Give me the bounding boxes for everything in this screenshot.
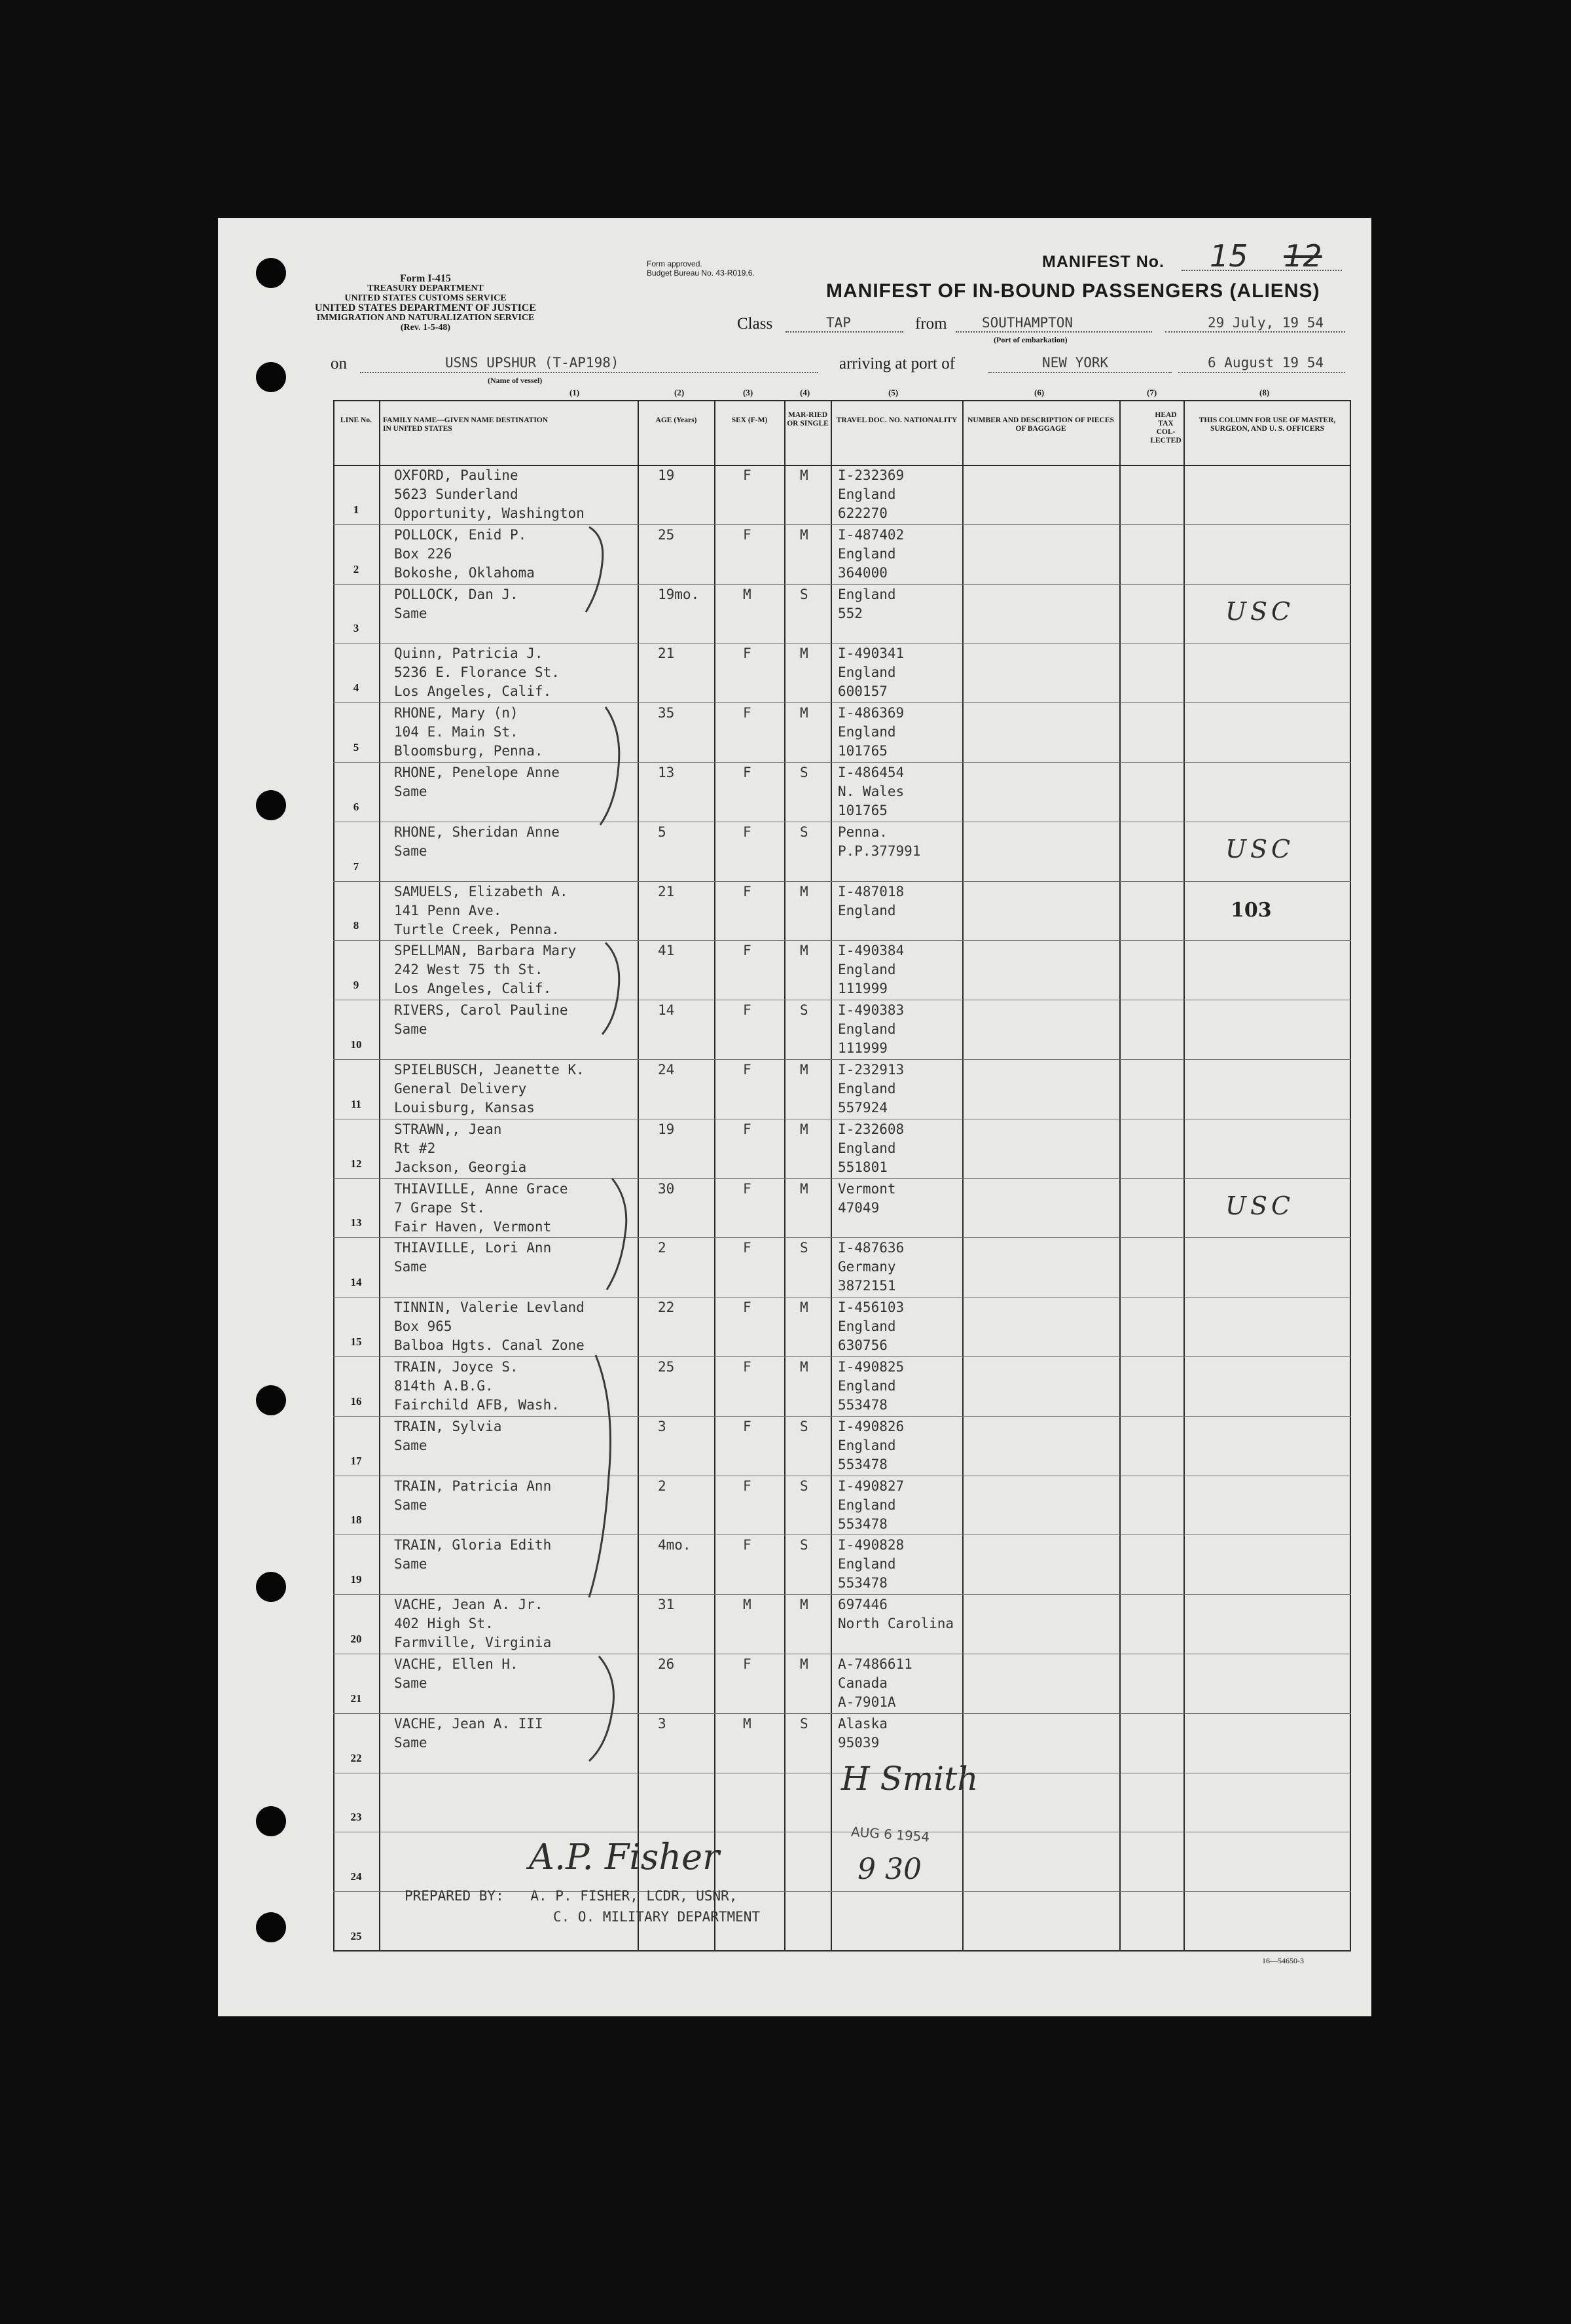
- passenger-name: SPIELBUSCH, Jeanette K.: [394, 1062, 585, 1078]
- travel-document: 551801: [838, 1159, 888, 1175]
- travel-document: I-232608: [838, 1121, 905, 1137]
- passenger-sex: F: [743, 1656, 751, 1672]
- passenger-sex: F: [743, 1240, 751, 1256]
- print-code: 16—54650-3: [1262, 1956, 1304, 1965]
- travel-document: P.P.377991: [838, 843, 921, 859]
- passenger-name: RHONE, Penelope Anne: [394, 765, 560, 780]
- row-divider: [333, 1237, 1351, 1238]
- passenger-sex: F: [743, 824, 751, 840]
- column-number: (6): [1034, 388, 1045, 397]
- line-number: 25: [350, 1930, 362, 1942]
- travel-document: 101765: [838, 743, 888, 759]
- column-header-head-tax: HEAD TAX COL-LECTED: [1150, 411, 1182, 445]
- line-number: 21: [350, 1692, 362, 1705]
- travel-document: Penna.: [838, 824, 888, 840]
- passenger-mar: M: [800, 1359, 808, 1375]
- prepared-line-1: A. P. FISHER, LCDR, USNR,: [530, 1888, 738, 1904]
- passenger-sex: F: [743, 1537, 751, 1553]
- row-divider: [333, 1416, 1351, 1417]
- column-header-married: MAR-RIED OR SINGLE: [787, 411, 829, 427]
- line-number: 17: [350, 1454, 362, 1467]
- passenger-destination: Fairchild AFB, Wash.: [394, 1397, 560, 1413]
- passenger-name: Quinn, Patricia J.: [394, 645, 543, 662]
- inspector-signature: H Smith: [841, 1760, 979, 1798]
- row-divider: [333, 1594, 1351, 1595]
- form-approved: Form approved.: [647, 259, 702, 268]
- binder-hole: [256, 1806, 286, 1836]
- justice-dept: UNITED STATES DEPARTMENT OF JUSTICE: [314, 302, 537, 314]
- line-number: 2: [353, 562, 359, 575]
- line-number: 18: [350, 1514, 362, 1527]
- passenger-age: 31: [658, 1597, 675, 1613]
- travel-document: England: [838, 1021, 896, 1038]
- line-number: 6: [353, 800, 359, 813]
- passenger-mar: S: [800, 1002, 808, 1019]
- passenger-age: 14: [658, 1002, 675, 1019]
- travel-document: England: [838, 1378, 896, 1394]
- travel-document: England: [838, 664, 896, 681]
- passenger-destination: Los Angeles, Calif.: [394, 683, 552, 700]
- passenger-destination: Same: [394, 1437, 427, 1453]
- passenger-name: TRAIN, Sylvia: [394, 1418, 502, 1434]
- binder-hole: [256, 1572, 286, 1602]
- travel-document: 553478: [838, 1456, 888, 1472]
- passenger-age: 21: [658, 883, 675, 899]
- line-number: 11: [350, 1097, 362, 1110]
- passenger-destination: Farmville, Virginia: [394, 1635, 552, 1651]
- travel-document: I-490827: [838, 1478, 905, 1494]
- travel-document: 553478: [838, 1516, 888, 1532]
- port-of-embarkation: SOUTHAMPTON: [982, 315, 1074, 331]
- column-header-baggage: NUMBER AND DESCRIPTION OF PIECES OF BAGGAGE: [967, 416, 1114, 433]
- passenger-name: SPELLMAN, Barbara Mary: [394, 943, 577, 959]
- passenger-destination: Bloomsburg, Penna.: [394, 743, 543, 759]
- passenger-sex: F: [743, 1478, 751, 1494]
- passenger-mar: S: [800, 765, 808, 780]
- immigration-service: IMMIGRATION AND NATURALIZATION SERVICE: [316, 313, 535, 323]
- passenger-sex: M: [743, 1715, 751, 1732]
- passenger-mar: M: [800, 1121, 808, 1137]
- passenger-destination: Same: [394, 784, 427, 799]
- passenger-mar: M: [800, 1062, 808, 1078]
- travel-document: England: [838, 902, 896, 918]
- row-divider: [333, 1297, 1351, 1298]
- manifest-number-value: 15: [1210, 238, 1248, 274]
- travel-document: England: [838, 1437, 896, 1453]
- travel-document: 3872151: [838, 1278, 896, 1294]
- column-number: (2): [674, 388, 685, 397]
- row-divider: [333, 1534, 1351, 1535]
- passenger-destination: Fair Haven, Vermont: [394, 1218, 552, 1235]
- from-label: from: [915, 315, 947, 333]
- passenger-name: VACHE, Jean A. Jr.: [394, 1597, 543, 1613]
- row-divider: [333, 702, 1351, 703]
- passenger-age: 41: [658, 943, 675, 959]
- passenger-name: TRAIN, Patricia Ann: [394, 1478, 552, 1494]
- travel-document: 95039: [838, 1734, 880, 1751]
- form-identification: [308, 274, 543, 333]
- passenger-destination: 402 High St.: [394, 1616, 494, 1632]
- travel-document: England: [838, 545, 896, 562]
- officer-note-usc: USC: [1225, 1191, 1295, 1220]
- line-number: 24: [350, 1870, 362, 1883]
- travel-document: I-487018: [838, 883, 905, 899]
- binder-hole: [256, 362, 286, 392]
- travel-document: I-232913: [838, 1062, 905, 1078]
- officer-note-usc: USC: [1225, 596, 1295, 626]
- travel-document: 552: [838, 605, 863, 621]
- travel-document: I-490341: [838, 645, 905, 662]
- passenger-destination: Jackson, Georgia: [394, 1159, 527, 1175]
- line-number: 23: [350, 1811, 362, 1824]
- passenger-mar: S: [800, 824, 808, 840]
- passenger-sex: F: [743, 705, 751, 721]
- passenger-sex: F: [743, 1299, 751, 1316]
- passenger-name: THIAVILLE, Anne Grace: [394, 1180, 568, 1197]
- preparer-signature: A.P. Fisher: [529, 1836, 719, 1878]
- travel-document: 364000: [838, 564, 888, 581]
- passenger-name: THIAVILLE, Lori Ann: [394, 1240, 552, 1256]
- passenger-name: TINNIN, Valerie Levland: [394, 1299, 585, 1316]
- passenger-name: TRAIN, Gloria Edith: [394, 1537, 552, 1553]
- passenger-age: 5: [658, 824, 666, 840]
- passenger-destination: Same: [394, 1021, 427, 1038]
- binder-hole: [256, 1385, 286, 1415]
- passenger-name: STRAWN,, Jean: [394, 1121, 502, 1137]
- passenger-sex: F: [743, 1062, 751, 1078]
- passenger-destination: Same: [394, 605, 427, 621]
- travel-document: I-487402: [838, 526, 905, 543]
- travel-document: 47049: [838, 1199, 880, 1216]
- travel-document: Canada: [838, 1675, 888, 1691]
- arrival-date: 6 August 19 54: [1208, 355, 1324, 371]
- passenger-age: 26: [658, 1656, 675, 1672]
- passenger-destination: Rt #2: [394, 1140, 436, 1156]
- column-header-line: LINE No.: [340, 416, 372, 424]
- passenger-age: 30: [658, 1180, 675, 1197]
- passenger-age: 24: [658, 1062, 675, 1078]
- form-number: Form I-415: [400, 273, 451, 284]
- travel-document: 553478: [838, 1397, 888, 1413]
- passenger-sex: F: [743, 1121, 751, 1137]
- column-number: (1): [569, 388, 580, 397]
- passenger-mar: S: [800, 1715, 808, 1732]
- class-value: TAP: [826, 315, 851, 331]
- travel-document: 111999: [838, 981, 888, 997]
- passenger-destination: Los Angeles, Calif.: [394, 981, 552, 997]
- passenger-mar: M: [800, 705, 808, 721]
- passenger-name: POLLOCK, Dan J.: [394, 586, 518, 602]
- line-number: 3: [353, 622, 359, 635]
- travel-document: England: [838, 724, 896, 740]
- travel-document: I-486369: [838, 705, 905, 721]
- row-divider: [333, 584, 1351, 585]
- passenger-age: 2: [658, 1240, 666, 1256]
- column-number: (7): [1147, 388, 1157, 397]
- family-brace: [592, 704, 632, 828]
- travel-document: 622270: [838, 505, 888, 521]
- travel-document: A-7486611: [838, 1656, 912, 1672]
- passenger-sex: F: [743, 943, 751, 959]
- travel-document: England: [838, 962, 896, 978]
- passenger-mar: S: [800, 586, 808, 602]
- passenger-age: 22: [658, 1299, 675, 1316]
- port-of-arrival: NEW YORK: [1042, 355, 1109, 371]
- passenger-age: 25: [658, 1359, 675, 1375]
- row-divider: [333, 940, 1351, 941]
- passenger-mar: M: [800, 883, 808, 899]
- passenger-mar: S: [800, 1418, 808, 1434]
- passenger-sex: F: [743, 765, 751, 780]
- family-brace: [579, 1653, 625, 1764]
- family-brace: [579, 1352, 625, 1601]
- travel-document: Alaska: [838, 1715, 888, 1732]
- manifest-number-struck: 12: [1284, 238, 1322, 274]
- column-header-age: AGE (Years): [655, 416, 697, 424]
- passenger-name: POLLOCK, Enid P.: [394, 526, 527, 543]
- form-revision: (Rev. 1-5-48): [400, 323, 451, 333]
- port-embarkation-note: (Port of embarkation): [994, 335, 1068, 344]
- customs-service: UNITED STATES CUSTOMS SERVICE: [344, 293, 507, 303]
- column-number: (5): [888, 388, 899, 397]
- row-divider: [333, 524, 1351, 525]
- passenger-mar: S: [800, 1240, 808, 1256]
- passenger-sex: M: [743, 586, 751, 602]
- passenger-destination: Same: [394, 1556, 427, 1572]
- travel-document: I-490384: [838, 943, 905, 959]
- passenger-destination: 104 E. Main St.: [394, 724, 518, 740]
- column-header-travel-doc: TRAVEL DOC. NO. NATIONALITY: [836, 416, 958, 424]
- passenger-destination: Box 226: [394, 545, 452, 562]
- passenger-destination: Same: [394, 843, 427, 859]
- line-number: 7: [353, 860, 359, 873]
- passenger-destination: Louisburg, Kansas: [394, 1100, 535, 1116]
- budget-number: Budget Bureau No. 43-R019.6.: [647, 268, 755, 278]
- passenger-mar: M: [800, 1180, 808, 1197]
- passenger-destination: Turtle Creek, Penna.: [394, 921, 560, 937]
- prepared-line-2: C. O. MILITARY DEPARTMENT: [553, 1909, 761, 1925]
- passenger-sex: F: [743, 1180, 751, 1197]
- passenger-name: OXFORD, Pauline: [394, 467, 518, 483]
- family-brace: [599, 1175, 638, 1293]
- passenger-name: RHONE, Mary (n): [394, 705, 518, 721]
- passenger-sex: F: [743, 883, 751, 899]
- column-header-officers: THIS COLUMN FOR USE OF MASTER, SURGEON, AND U. S. OFFICERS: [1199, 416, 1336, 433]
- travel-document: 557924: [838, 1100, 888, 1116]
- passenger-destination: Opportunity, Washington: [394, 505, 585, 521]
- travel-document: England: [838, 1318, 896, 1335]
- arriving-label: arriving at port of: [839, 355, 956, 372]
- passenger-age: 21: [658, 645, 675, 662]
- arrival-date-stamp: AUG 6 1954: [850, 1823, 930, 1845]
- passenger-name: RIVERS, Carol Pauline: [394, 1002, 568, 1019]
- travel-document: Germany: [838, 1259, 896, 1275]
- prepared-by: [405, 1885, 737, 1906]
- line-number: 12: [350, 1157, 362, 1170]
- passenger-mar: M: [800, 943, 808, 959]
- travel-document: England: [838, 586, 896, 602]
- travel-document: 600157: [838, 683, 888, 700]
- travel-document: I-490825: [838, 1359, 905, 1375]
- line-number: 19: [350, 1573, 362, 1586]
- binder-hole: [256, 258, 286, 288]
- passenger-name: VACHE, Jean A. III: [394, 1715, 543, 1732]
- passenger-destination: Same: [394, 1675, 427, 1691]
- line-number: 8: [353, 919, 359, 932]
- row-divider: [333, 1059, 1351, 1060]
- line-number: 9: [353, 979, 359, 992]
- passenger-destination: 141 Penn Ave.: [394, 902, 502, 918]
- passenger-destination: 5623 Sunderland: [394, 486, 518, 502]
- column-header-name: FAMILY NAME—GIVEN NAME DESTINATION IN UNITED STATES: [383, 416, 549, 433]
- travel-document: 697446: [838, 1597, 888, 1613]
- prepared-label: PREPARED BY:: [405, 1888, 504, 1904]
- travel-document: 553478: [838, 1575, 888, 1591]
- travel-document: Vermont: [838, 1180, 896, 1197]
- travel-document: England: [838, 486, 896, 502]
- passenger-destination: 7 Grape St.: [394, 1199, 486, 1216]
- passenger-destination: 242 West 75 th St.: [394, 962, 543, 978]
- travel-document: 630756: [838, 1337, 888, 1354]
- passenger-destination: 5236 E. Florance St.: [394, 664, 560, 681]
- passenger-destination: General Delivery: [394, 1081, 527, 1097]
- passenger-age: 3: [658, 1418, 666, 1434]
- binder-hole: [256, 790, 286, 820]
- passenger-mar: M: [800, 1656, 808, 1672]
- departure-date: 29 July, 19 54: [1208, 315, 1324, 331]
- manifest-title: MANIFEST OF IN-BOUND PASSENGERS (ALIENS): [826, 280, 1320, 302]
- treasury-dept: TREASURY DEPARTMENT: [367, 283, 484, 293]
- row-divider: [333, 881, 1351, 882]
- vessel-name: USNS UPSHUR (T-AP198): [445, 355, 619, 371]
- passenger-destination: Same: [394, 1259, 427, 1275]
- passenger-sex: M: [743, 1597, 751, 1613]
- row-divider: [333, 762, 1351, 763]
- passenger-age: 35: [658, 705, 675, 721]
- officer-note-number: 103: [1231, 898, 1272, 922]
- line-number: 14: [350, 1276, 362, 1289]
- passenger-age: 13: [658, 765, 675, 780]
- line-number: 15: [350, 1335, 362, 1348]
- passenger-mar: M: [800, 1597, 808, 1613]
- line-number: 4: [353, 681, 359, 695]
- line-number: 10: [350, 1038, 362, 1051]
- passenger-mar: M: [800, 526, 808, 543]
- passenger-destination: Same: [394, 1734, 427, 1751]
- passenger-mar: M: [800, 645, 808, 662]
- passenger-destination: Box 965: [394, 1318, 452, 1335]
- officer-note-usc: USC: [1225, 834, 1295, 863]
- passenger-sex: F: [743, 1002, 751, 1019]
- travel-document: England: [838, 1140, 896, 1156]
- on-label: on: [331, 355, 347, 372]
- passenger-sex: F: [743, 1418, 751, 1434]
- line-number: 22: [350, 1751, 362, 1764]
- travel-document: I-490383: [838, 1002, 905, 1019]
- passenger-mar: M: [800, 1299, 808, 1316]
- passenger-age: 4mo.: [658, 1537, 691, 1553]
- line-number: 16: [350, 1394, 362, 1407]
- line-number: 13: [350, 1216, 362, 1229]
- line-number: 5: [353, 741, 359, 753]
- travel-document: I-486454: [838, 765, 905, 780]
- passenger-destination: Balboa Hgts. Canal Zone: [394, 1337, 585, 1354]
- travel-document: N. Wales: [838, 784, 905, 799]
- passenger-sex: F: [743, 1359, 751, 1375]
- column-number: (4): [800, 388, 810, 397]
- travel-document: I-456103: [838, 1299, 905, 1316]
- row-divider: [333, 643, 1351, 644]
- class-label: Class: [737, 315, 773, 333]
- passenger-destination: Bokoshe, Oklahoma: [394, 564, 535, 581]
- binder-hole: [256, 1912, 286, 1942]
- column-number: (3): [743, 388, 753, 397]
- passenger-age: 2: [658, 1478, 666, 1494]
- column-number: (8): [1259, 388, 1270, 397]
- line-number: 1: [353, 503, 359, 516]
- travel-document: I-490826: [838, 1418, 905, 1434]
- passenger-name: VACHE, Ellen H.: [394, 1656, 518, 1672]
- row-divider: [333, 1713, 1351, 1714]
- travel-document: I-490828: [838, 1537, 905, 1553]
- row-divider: [333, 1178, 1351, 1179]
- passenger-age: 19mo.: [658, 586, 700, 602]
- passenger-mar: S: [800, 1537, 808, 1553]
- passenger-mar: S: [800, 1478, 808, 1494]
- travel-document: A-7901A: [838, 1694, 896, 1710]
- passenger-sex: F: [743, 526, 751, 543]
- manifest-number-label: MANIFEST No.: [1042, 253, 1165, 271]
- travel-document: I-232369: [838, 467, 905, 483]
- travel-document: North Carolina: [838, 1616, 954, 1632]
- passenger-name: TRAIN, Joyce S.: [394, 1359, 518, 1375]
- passenger-destination: 814th A.B.G.: [394, 1378, 494, 1394]
- budget-approval: [647, 259, 755, 278]
- passenger-mar: M: [800, 467, 808, 483]
- passenger-age: 19: [658, 1121, 675, 1137]
- passenger-name: SAMUELS, Elizabeth A.: [394, 883, 568, 899]
- passenger-age: 25: [658, 526, 675, 543]
- travel-document: 111999: [838, 1040, 888, 1057]
- family-brace: [592, 939, 632, 1038]
- travel-document: 101765: [838, 803, 888, 818]
- passenger-destination: Same: [394, 1497, 427, 1513]
- travel-document: England: [838, 1081, 896, 1097]
- travel-document: England: [838, 1556, 896, 1572]
- row-divider: [333, 1356, 1351, 1357]
- travel-document: I-487636: [838, 1240, 905, 1256]
- line-number: 20: [350, 1633, 362, 1645]
- travel-document: England: [838, 1497, 896, 1513]
- passenger-age: 3: [658, 1715, 666, 1732]
- column-header-sex: SEX (F-M): [731, 416, 768, 424]
- passenger-age: 19: [658, 467, 675, 483]
- inspection-time: 9 30: [858, 1853, 922, 1886]
- passenger-sex: F: [743, 467, 751, 483]
- manifest-number: [1210, 238, 1322, 274]
- passenger-name: RHONE, Sheridan Anne: [394, 824, 560, 840]
- passenger-sex: F: [743, 645, 751, 662]
- family-brace: [576, 524, 615, 615]
- vessel-name-note: (Name of vessel): [488, 376, 543, 385]
